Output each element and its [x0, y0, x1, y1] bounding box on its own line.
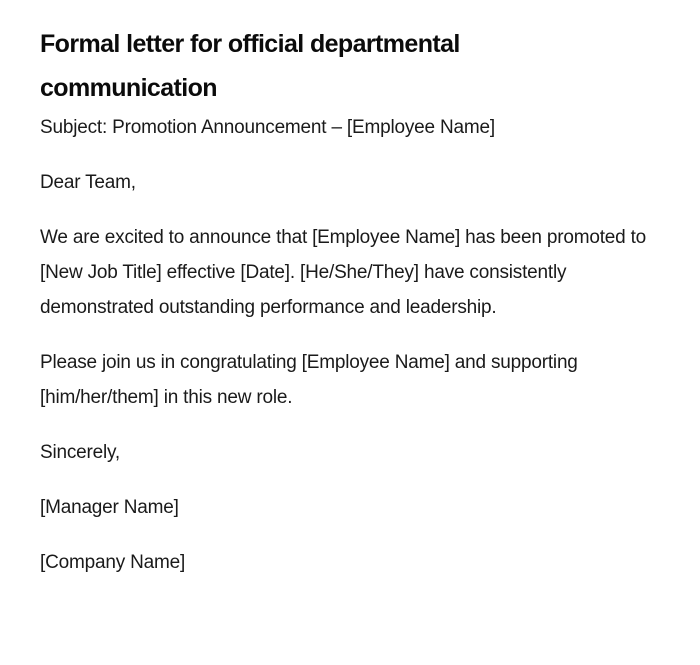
signature-manager-name: [Manager Name] — [40, 497, 179, 518]
signature-company-name: [Company Name] — [40, 552, 186, 573]
body-paragraph-congratulations: Please join us in congratulating [Employee Name] and supporting [him/her/them] in this new role. — [40, 352, 578, 408]
salutation: Dear Team, — [40, 172, 136, 193]
subject-line: Subject: Promotion Announcement – [Employee Name] — [40, 117, 495, 138]
closing: Sincerely, — [40, 442, 121, 463]
body-paragraph-announcement: We are excited to announce that [Employee Name] has been promoted to [New Job Title] effective [Date]. [He/She/They] have consistently demonstrated outstanding performance and leadership. — [40, 227, 647, 318]
document-title: Formal letter for official departmental communication — [40, 30, 460, 102]
